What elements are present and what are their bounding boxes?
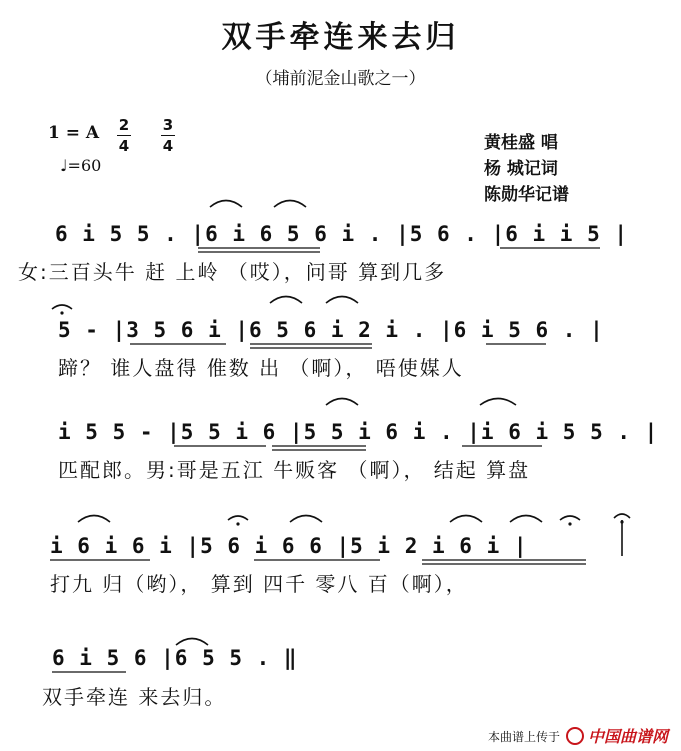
lyric-line-1: 女:三百头牛 赶 上岭 （哎），问哥 算到几多 <box>18 260 447 284</box>
slur-mark <box>290 516 322 523</box>
footer-text: 本曲谱上传于 <box>488 730 561 744</box>
notation-line-3: i 5 5 - |5 5 i 6 |5 5 i 6 i . |i 6 i 5 5 . | <box>58 420 659 444</box>
tempo-marking: ♩=60 <box>60 156 102 175</box>
fermata-mark <box>560 516 580 520</box>
credit-singer: 黄桂盛 唱 <box>484 133 558 153</box>
slur-mark <box>480 399 516 406</box>
slur-mark <box>274 201 306 208</box>
lyric-line-2: 蹄？ 谁人盘得 倠数 出 （啊）， 唔使媒人 <box>58 356 464 380</box>
fermata-mark <box>52 305 72 309</box>
lyric-line-5: 双手牵连 来去归。 <box>42 685 227 709</box>
site-logo: 中国曲谱网 <box>566 724 668 747</box>
notation-line-4: i 6 i 6 i |5 6 i 6 6 |5 i 2 i 6 i | <box>50 534 528 558</box>
fermata-mark <box>614 514 630 518</box>
time-signature-2: 3 4 <box>162 116 174 155</box>
slur-mark <box>176 639 208 646</box>
quarter-note-icon: ♩ <box>60 156 68 175</box>
slur-mark <box>450 516 482 523</box>
notation-line-2: 5 - |3 5 6 i |6 5 6 i 2 i . |6 i 5 6 . | <box>58 318 604 342</box>
site-logo-icon <box>566 727 584 745</box>
page-title: 双手牵连来去归 <box>221 20 460 55</box>
time-signature-1: 2 4 <box>118 116 130 155</box>
slur-mark <box>210 201 242 208</box>
subtitle: （埔前泥金山歌之一） <box>255 69 426 89</box>
credit-lyricist: 杨 城记词 <box>484 159 558 179</box>
key-signature: 1 = A <box>48 123 100 143</box>
slur-mark <box>510 516 542 523</box>
lyric-line-3: 匹配郎。男:哥是五江 牛贩客 （啊）， 结起 算盘 <box>58 458 531 482</box>
notation-line-5: 6 i 5 6 |6 5 5 . ‖ <box>52 646 298 670</box>
slur-mark <box>326 399 358 406</box>
lyric-line-4: 打九 归（哟）， 算到 四千 零八 百（啊）， <box>50 572 468 596</box>
credit-arranger: 陈勋华记谱 <box>484 185 569 205</box>
fermata-mark <box>228 516 248 520</box>
slur-mark <box>326 297 358 304</box>
notation-line-1: 6 i 5 5 . |6 i 6 5 6 i . |5 6 . |6 i i 5 | <box>55 222 629 246</box>
slur-mark <box>78 516 110 523</box>
slur-mark <box>270 297 302 304</box>
